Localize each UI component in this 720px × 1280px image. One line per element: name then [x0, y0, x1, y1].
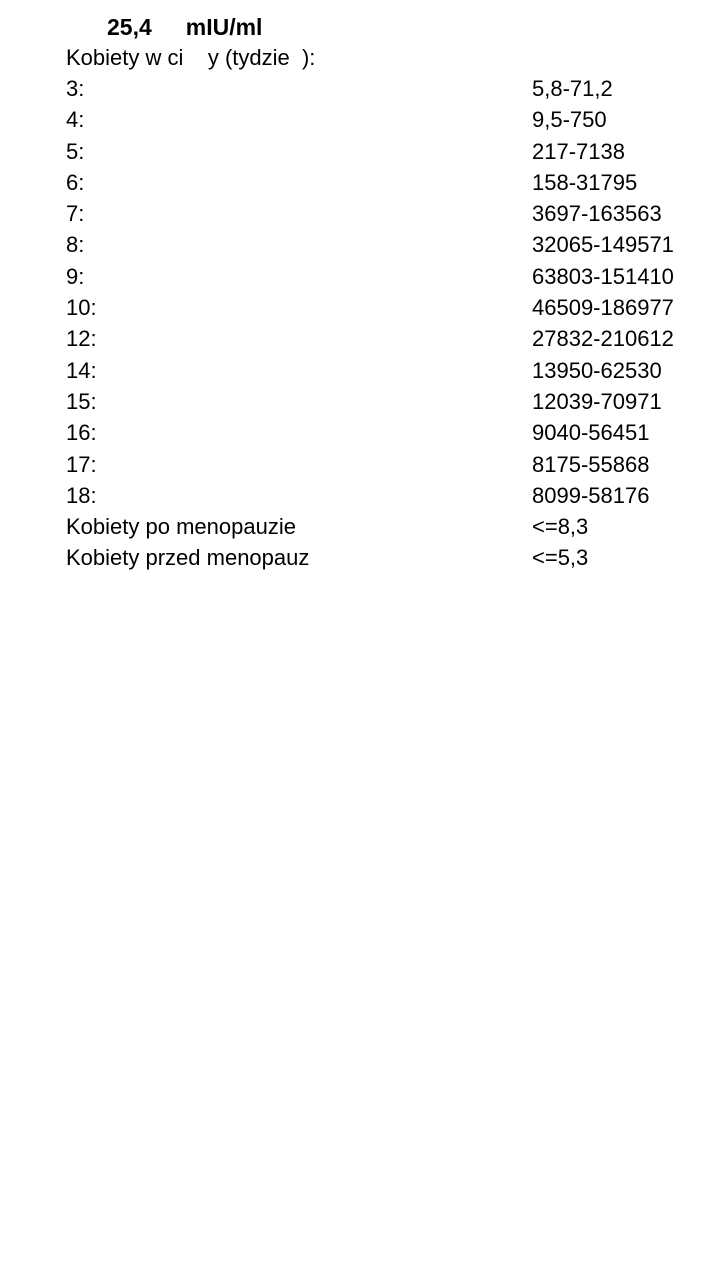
row-value: 32065-149571	[532, 232, 674, 258]
row-value: 158-31795	[532, 169, 638, 195]
row-label: 9:	[66, 263, 85, 289]
table-row	[66, 480, 706, 511]
table-row	[66, 449, 706, 480]
row-label: 3:	[66, 76, 85, 101]
row-label: 6:	[66, 169, 85, 195]
row-value: 9040-56451	[532, 420, 650, 446]
table-row	[66, 167, 706, 198]
result-line	[107, 12, 262, 42]
row-value: 8099-58176	[532, 482, 650, 508]
table-row	[66, 198, 706, 229]
result-unit: mIU/ml	[185, 14, 263, 40]
row-label: 14:	[66, 357, 97, 383]
reference-table	[66, 73, 706, 574]
table-row	[66, 229, 706, 260]
row-label: 7:	[66, 201, 85, 227]
table-row	[66, 73, 706, 104]
table-row	[66, 417, 706, 448]
row-value: 9,5-750	[532, 107, 607, 133]
row-value: 46509-186977	[532, 295, 674, 321]
row-label: 8:	[66, 232, 85, 258]
row-label: 4:	[66, 107, 85, 133]
row-label: 10:	[66, 295, 97, 321]
table-row	[66, 355, 706, 386]
row-label: Kobiety po menopauzie	[66, 514, 296, 540]
row-label: 15:	[66, 388, 97, 414]
table-row	[66, 261, 706, 292]
row-value: 8175-55868	[532, 451, 650, 477]
table-row	[66, 542, 706, 573]
row-value: 63803-151410	[532, 263, 674, 289]
row-value: <=8,3	[532, 514, 589, 540]
row-label: 18:	[66, 482, 97, 508]
result-value: 25,4	[107, 14, 152, 40]
row-label: 16:	[66, 420, 97, 446]
table-row	[66, 104, 706, 135]
row-value: 3697-163563	[532, 201, 662, 227]
row-label: Kobiety przed menopauz	[66, 545, 310, 571]
row-value: 13950-62530	[532, 357, 662, 383]
row-value: 217-7138	[532, 138, 625, 164]
table-row	[66, 386, 706, 417]
row-label: 5:	[66, 138, 85, 164]
row-value: 27832-210612	[532, 326, 674, 352]
row-label: 17:	[66, 451, 97, 477]
table-row	[66, 292, 706, 323]
row-value: <=5,3	[532, 545, 589, 571]
row-value: 5,8-71,2	[532, 76, 613, 101]
table-row	[66, 136, 706, 167]
row-value: 12039-70971	[532, 388, 662, 414]
table-row	[66, 511, 706, 542]
row-label: 12:	[66, 326, 97, 352]
reference-heading: Kobiety w ci y (tydzie ):	[66, 45, 316, 70]
table-row	[66, 323, 706, 354]
